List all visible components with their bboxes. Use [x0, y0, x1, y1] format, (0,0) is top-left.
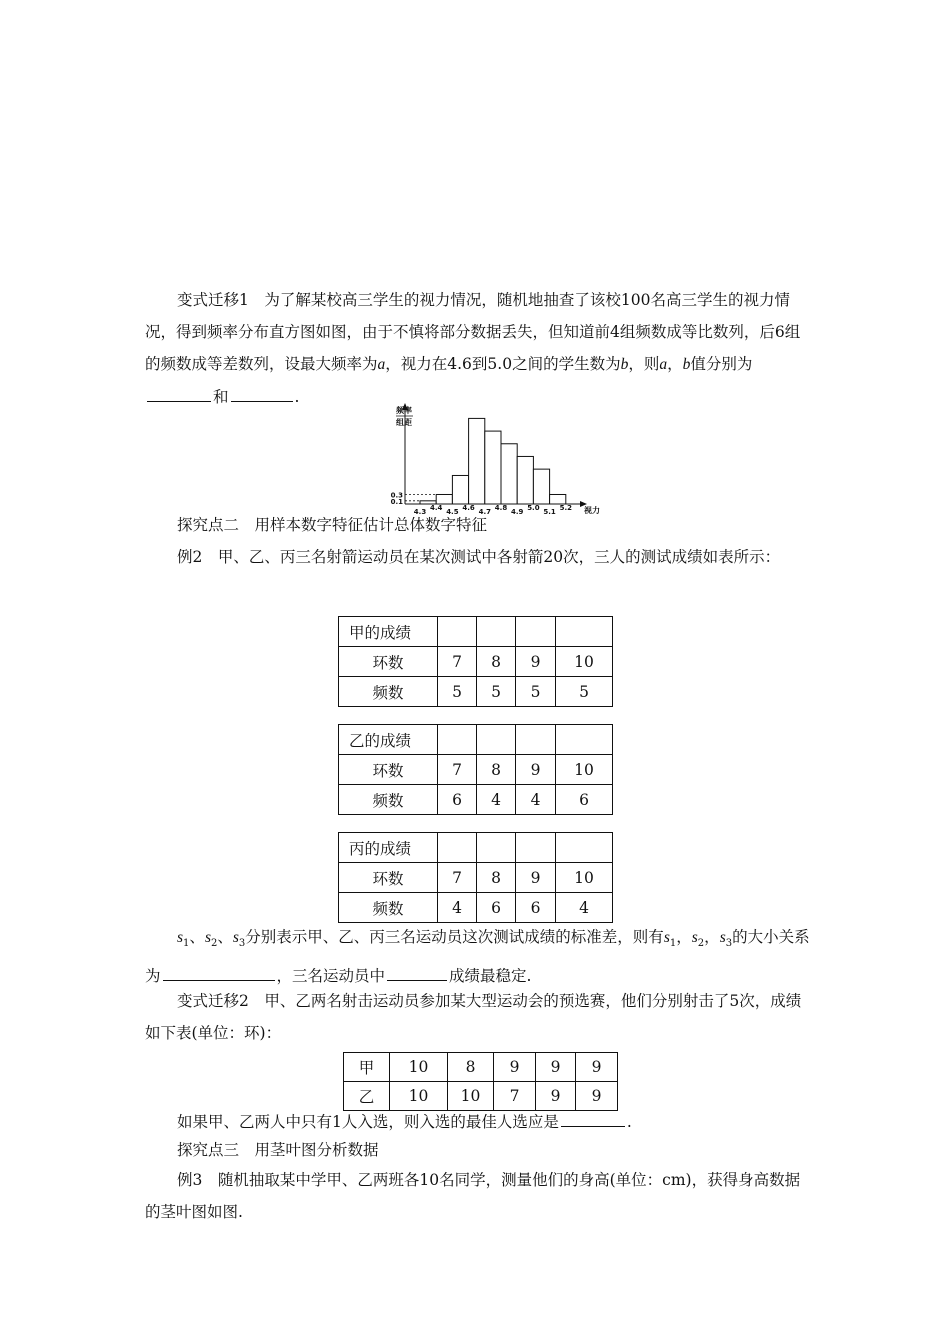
table-cell: 4	[556, 893, 613, 923]
question-text-3: ，三名运动员中	[276, 967, 386, 986]
x-tick-label: 4.7	[478, 508, 492, 516]
histogram-bar	[485, 431, 501, 504]
row-name: 乙	[344, 1082, 390, 1111]
x-tick-label: 5.2	[559, 504, 573, 512]
table-cell: 6	[516, 893, 556, 923]
table-cell: 9	[494, 1053, 536, 1082]
table-cell: 5	[516, 677, 556, 707]
x-tick-label: 4.9	[510, 508, 524, 516]
answer-blank-order[interactable]	[163, 963, 275, 981]
example-3-paragraph	[145, 1164, 810, 1228]
var-s: s	[177, 929, 184, 946]
table-cell: 6	[438, 785, 477, 815]
histogram-bar	[452, 475, 468, 504]
comma: ，	[704, 928, 720, 946]
histogram-bar	[501, 444, 517, 504]
variation-1-title: 变式迁移1	[177, 291, 249, 309]
x-axis-label: 视力	[584, 506, 600, 515]
x-tick-label: 4.4	[429, 504, 443, 512]
section-3-heading: 探究点三 用茎叶图分析数据	[177, 1141, 379, 1159]
table-cell: 8	[477, 863, 516, 893]
example-2-paragraph	[145, 541, 810, 573]
period: .	[626, 1113, 632, 1131]
row-label: 频数	[339, 893, 438, 923]
y-tick-label: 0.1	[390, 497, 403, 506]
histogram-bar	[469, 418, 485, 504]
question-text-4: 成绩最稳定.	[449, 967, 532, 986]
question-text-2: 的大小关系为	[145, 928, 810, 986]
subscript: 3	[238, 938, 246, 950]
var-a-2: a	[659, 356, 668, 373]
x-tick-label: 5.1	[543, 508, 556, 516]
section-2-heading: 探究点二 用样本数字特征估计总体数字特征	[177, 516, 488, 534]
table-cell: 10	[390, 1053, 448, 1082]
table-title: 乙的成绩	[339, 725, 438, 755]
table-cell: 8	[477, 647, 516, 677]
table-cell: 8	[448, 1053, 494, 1082]
var-s: s	[232, 929, 239, 946]
table-cell: 9	[516, 863, 556, 893]
period: .	[294, 388, 300, 406]
example-3-label: 例3	[177, 1171, 203, 1189]
score-table-bing	[338, 832, 613, 923]
histogram-bar	[550, 494, 566, 504]
table-cell: 6	[477, 893, 516, 923]
variation-1-paragraph	[145, 284, 810, 413]
table-cell: 10	[556, 755, 613, 785]
row-label: 频数	[339, 785, 438, 815]
var-b-2: b	[682, 356, 691, 373]
separator: 、	[189, 928, 205, 946]
subscript: 1	[183, 938, 190, 950]
row-label: 环数	[339, 647, 438, 677]
table-cell: 5	[556, 677, 613, 707]
y-tick-label: 0.3	[390, 491, 403, 500]
table-cell: 10	[556, 647, 613, 677]
table-cell: 9	[536, 1082, 576, 1111]
table-cell: 9	[576, 1082, 618, 1111]
var-s: s	[719, 929, 726, 946]
row-label: 环数	[339, 755, 438, 785]
separator: 、	[217, 928, 233, 946]
x-tick-label: 5.0	[527, 504, 540, 512]
row-label: 环数	[339, 863, 438, 893]
table-title: 甲的成绩	[339, 617, 438, 647]
table-cell: 4	[516, 785, 556, 815]
table-cell: 5	[477, 677, 516, 707]
table-cell: 7	[438, 755, 477, 785]
x-tick-label: 4.8	[494, 504, 508, 512]
subscript: 1	[669, 938, 677, 950]
variation-2-title: 变式迁移2	[177, 992, 249, 1010]
subscript: 2	[210, 938, 218, 950]
answer-blank-b[interactable]	[231, 384, 293, 402]
score-table-yi	[338, 724, 613, 815]
subscript: 3	[725, 938, 733, 950]
table-cell: 9	[516, 755, 556, 785]
var-a: a	[377, 356, 386, 373]
example-3-text: 随机抽取某中学甲、乙两班各10名同学，测量他们的身高(单位：cm)，获得身高数据的茎叶图如图.	[145, 1171, 801, 1221]
example-2-text: 甲、乙、丙三名射箭运动员在某次测试中各射箭20次，三人的测试成绩如表所示：	[217, 548, 781, 566]
comma: ，	[667, 355, 683, 373]
variation-2-paragraph	[145, 985, 810, 1049]
var-s: s	[691, 929, 698, 946]
shooting-table	[343, 1052, 618, 1111]
histogram-bar	[533, 469, 549, 504]
variation-2-text: 甲、乙两名射击运动员参加某大型运动会的预选赛，他们分别射击了5次，成绩如下表(单位：环)：	[145, 992, 802, 1042]
table-cell: 7	[494, 1082, 536, 1111]
table-cell: 6	[556, 785, 613, 815]
variation-1-text-2: ，视力在4.6到5.0之间的学生数为	[385, 355, 621, 373]
row-name: 甲	[344, 1053, 390, 1082]
table-cell: 10	[556, 863, 613, 893]
table-cell: 5	[438, 677, 477, 707]
variation-1-text-4: 值分别为	[690, 355, 753, 373]
frequency-histogram	[385, 403, 605, 521]
table-cell: 9	[516, 647, 556, 677]
variation-1-text-3: ，则	[628, 355, 660, 373]
example-2-label: 例2	[177, 548, 203, 566]
table-cell: 7	[438, 863, 477, 893]
table-cell: 10	[390, 1082, 448, 1111]
comma: ，	[676, 928, 692, 946]
answer-blank-a[interactable]	[147, 384, 211, 402]
y-axis-label-top: 频率	[396, 406, 412, 415]
histogram-bar	[436, 494, 452, 504]
x-tick-label: 4.3	[413, 508, 427, 516]
table-cell: 7	[438, 647, 477, 677]
answer-blank-candidate[interactable]	[561, 1109, 625, 1127]
table-cell: 10	[448, 1082, 494, 1111]
subscript: 2	[697, 938, 705, 950]
question-text: 分别表示甲、乙、丙三名运动员这次测试成绩的标准差，则有	[245, 928, 664, 946]
x-tick-label: 4.6	[462, 504, 475, 512]
question-text: 如果甲、乙两人中只有1人入选，则入选的最佳人选应是	[177, 1113, 559, 1131]
table-row	[344, 1053, 618, 1082]
histogram-bar	[517, 456, 533, 504]
table-cell: 4	[438, 893, 477, 923]
answer-blank-stable[interactable]	[387, 963, 447, 981]
x-tick-label: 4.5	[446, 508, 459, 516]
table-cell: 9	[576, 1053, 618, 1082]
y-axis-label-bottom: 组距	[396, 418, 412, 427]
table-cell: 4	[477, 785, 516, 815]
table-title: 丙的成绩	[339, 833, 438, 863]
var-b: b	[620, 356, 629, 373]
variation-1-text: 为了解某校高三学生的视力情况，随机地抽查了该校100名高三学生的视力情况，得到频率分布直方图如图，由于不慎将部分数据丢失，但知道前4组频数成等比数列，后6组的频数成等差数列，设最大频率为	[145, 291, 801, 373]
table-cell: 9	[536, 1053, 576, 1082]
and-text: 和	[213, 388, 229, 406]
row-label: 频数	[339, 677, 438, 707]
table-cell: 8	[477, 755, 516, 785]
score-table-jia	[338, 616, 613, 707]
var-s: s	[204, 929, 211, 946]
var-s: s	[663, 929, 670, 946]
example-2-question	[145, 921, 810, 992]
